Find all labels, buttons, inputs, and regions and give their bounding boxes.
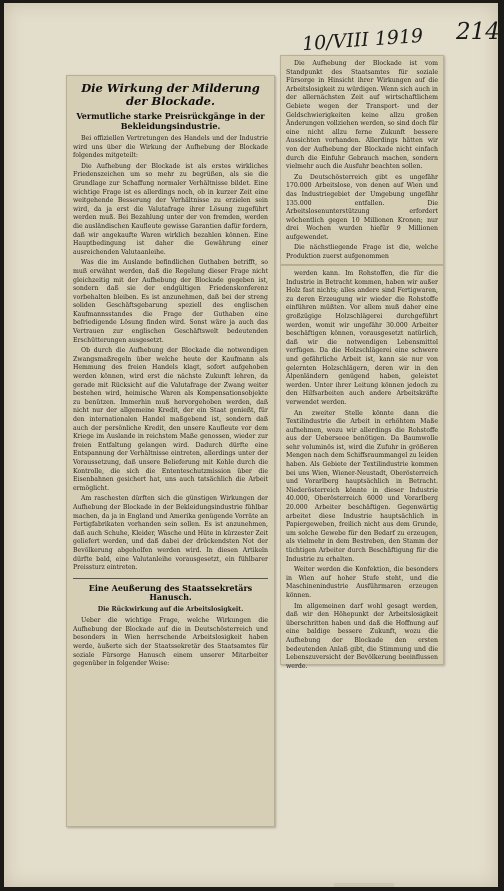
section-headline: Eine Aeußerung des Staatssekretärs Hanusch.	[88, 582, 253, 603]
section-divider	[73, 578, 268, 579]
paragraph: Weiter werden die Konfektion, die besonders in Wien auf hoher Stufe steht, und die Maschinenindustrie Ausführmaren erzeugen können.	[286, 566, 438, 599]
paragraph: Ob durch die Aufhebung der Blockade die notwendigen Zwangsmaßregeln über welche heute der Kaufmann als Hemmung des freien Handels klagt, sofort aufgehoben werden können, wird erst die nächste Zukunft lehren, da gerade mit Rücksicht auf die Valutafrage der Zwang weiter bestehen wird, heimische Waren als Kompensationsobjekte zu benützen. Immerhin muß hervorgehoben werden, daß nicht nur der allgemeine Kredit, der ein Staat genießt, für den internationalen Handel maßgebend ist, sondern daß auch der persönliche Kredit, den unsere Kaufleute vor dem Kriege im Auslande in reichstem Maße genossen, wieder zur freien Entfaltung gelangen wird. Dadurch dürfte eine Entspannung der Verhältnisse eintreten, allerdings unter der Voraussetzung, daß unsere Belieferung mit Kohle durch die Kontrolle, die sich die Ententeschutzmission über die Eisenbahnen gesichert hat, uns auch tatsächlich die Arbeit ermöglicht.	[73, 347, 268, 492]
article-subhead: Vermutliche starke Preisrückgänge in der Bekleidungsindustrie.	[76, 111, 265, 131]
newspaper-clipping-right-bottom	[280, 265, 444, 670]
newspaper-clipping-right-top	[280, 55, 444, 265]
paragraph: Bei offiziellen Vertretungen des Handels und der Industrie wird uns über die Wirkung der Aufhebung der Blockade folgendes mitgeteilt:	[73, 135, 268, 160]
paragraph: Die Aufhebung der Blockade ist vom Standpunkt des Staatsamtes für soziale Fürsorge in Hinsicht ihrer Wirkungen auf die Arbeitslosigkeit zu würdigen. Wenn sich auch in der allernächsten Zeit auf wirtschaftlichem Gebiete wegen der Transport- und der Geldschwierigkeiten keine allzu großen Änderungen vollziehen werden, so sind doch für eine nicht allzu ferne Zukunft bessere Aussichten vorhanden. Allerdings hätten wir von der Aufhebung der Blockade nicht einfach durch die Einfuhr Gebrauch machen, sondern vielmehr auch die Ausfuhr beachten sollen.	[286, 60, 438, 171]
paragraph: Die Aufhebung der Blockade ist als erstes wirkliches Friedenszeichen um so mehr zu begrüßen, als sie die Grundlage zur Schaffung normaler Verhältnisse bildet. Eine wichtige Frage ist es allerdings noch, ob in kurzer Zeit eine weitgehende Besserung der Verhältnisse zu erzielen sein wird, da ja erst die Valutafrage ihrer Lösung zugeführt werden muß. Bei Bezahlung unter der von fremden, werden die ausländischen Kaufleute gewisse Garantien dafür fordern, daß wir angekaufte Waren wirklich bezahlen können. Eine Hauptbedingung ist daher die Gewährung einer ausreichenden Valutaanleihe.	[73, 162, 269, 256]
paragraph: Im allgemeinen darf wohl gesagt werden, daß wir den Höhepunkt der Arbeitslosigkeit überschritten haben und daß die Hoffnung auf eine baldige bessere Zukunft, wozu die Aufhebung der Blockade den ersten bedeutenden Anlaß gibt, die Stimmung und die Lebenszuversicht der Bevölkerung beeinflussen werde.	[286, 602, 438, 670]
handwritten-date: 10/VIII 1919	[301, 24, 424, 56]
article-column	[286, 60, 438, 264]
paper-stain	[334, 883, 394, 887]
article-column	[73, 80, 268, 671]
section-lead: Die Rückwirkung auf die Arbeitslosigkeit.	[97, 605, 244, 613]
article-headline: Die Wirkung der Milderung der Blockade.	[81, 81, 260, 108]
paragraph: Am raschesten dürften sich die günstigen Wirkungen der Aufhebung der Blockade in der Bekleidungsindustrie fühlbar machen, da ja in England und Amerika genügende Vorräte an Fertigfabrikaten vorhanden sein sollen. Es ist anzunehmen, daß auch Schuhe, Kleider, Wäsche und Hüte in kürzester Zeit geliefert werden, und daß dabei der drückendsten Not der Bevölkerung abgeholfen werden wird. In diesen Artikeln dürfte bald, eine Valutanleihe vorausgesetzt, ein fühlbarer Preissturz eintreten.	[73, 495, 268, 572]
paragraph: Zu Deutschösterreich gibt es ungefähr 170.000 Arbeitslose, von denen auf Wien und das Industriegebiet der Umgebung ungefähr 135.000 entfallen. Die Arbeitslosenunterstützung erfordert wöchentlich gegen 10 Millionen Kronen; nur drei Wochen wurden hiefür 9 Millionen aufgewendet.	[286, 173, 438, 241]
paragraph: Was die im Auslande befindlichen Guthaben betrifft, so muß erwähnt werden, daß die Regelung dieser Frage nicht gleichzeitig mit der Aufhebung der Blockade gegeben ist, sondern daß sie der endgültigen Friedenskonferenz vorbehalten bleiben. Es ist anzunehmen, daß bei der streng soliden Geschäftsgebarung speziell des englischen Kaufmannsstandes die Frage der Guthaben eine befriedigende Lösung finden wird. Sonst wäre ja auch das Vertrauen zur englischen Geschäftswelt bedeutenden Erschütterungen ausgesetzt.	[73, 259, 268, 344]
paragraph: werden kann. Im Rohstoffen, die für die Industrie in Betracht kommen, haben wir außer Holz fast nichts; alles andere sind Fertigwaren, zu deren Erzeugung wir wieder die Rohstoffe einführen müßten. Vor allem muß daher eine großzügige Holzschlägerei durchgeführt werden, womit wir ungefähr 30.000 Arbeiter beschäftigen können, vorausgesetzt natürlich, daß wir die notwendigen Lebensmittel verfügen. Da die Holzschlägerei eine schwere und gefährliche Arbeit ist, kann sie nur von gelernten Holzschlägern, deren wir in den Alpenländern genügend haben, geleistet werden. Unter ihrer Leitung können jedoch zu den Hilfsarbeiten auch andere Arbeitskräfte verwendet werden.	[286, 270, 438, 406]
paragraph: Ueber die wichtige Frage, welche Wirkungen die Aufhebung der Blockade auf die in Deutschösterreich und besonders in Wien herrschende Arbeitslosigkeit haben werde, äußerte sich der Staatssekretär des Staatsamtes für soziale Fürsorge Hanusch einem unserer Mitarbeiter gegenüber in folgender Weise:	[73, 617, 268, 668]
paragraph: Die nächstliegende Frage ist die, welche Produktion zuerst aufgenommen	[286, 244, 438, 261]
archive-sheet	[4, 3, 498, 887]
newspaper-clipping-left	[66, 75, 275, 827]
paragraph: An zweiter Stelle könnte dann die Textilindustrie die Arbeit in erhöhtem Maße aufnehmen, wozu wir allerdings die Rohstoffe aus der Ueberseee benötigen. Da Baumwolle sehr voluminös ist, wird die Zufuhr in größeren Mengen nach dem Schiffsraummangel zu leiden haben. Als Gebiete der Textilindustrie kommen bei uns Wien, Wiener-Neustadt, Oberösterreich und Vorarlberg hauptsächlich in Betracht. Niederösterreich könnte in dieser Industrie 40.000, Oberösterreich 6000 und Vorarlberg 20.000 Arbeiter beschäftigen. Gegenwärtig arbeitet diese Industrie hauptsächlich in Papiergeweben, freilich nicht aus dem Grunde, um solche Gewebe für den Bedarf zu erzeugen, als vielmehr in dem Bestreben, den Stamm der tüchtigen Arbeiter durch Beschäftigung für die Industrie zu erhalten.	[286, 409, 438, 563]
handwritten-page-number: 214	[456, 19, 500, 45]
article-column	[286, 270, 438, 673]
